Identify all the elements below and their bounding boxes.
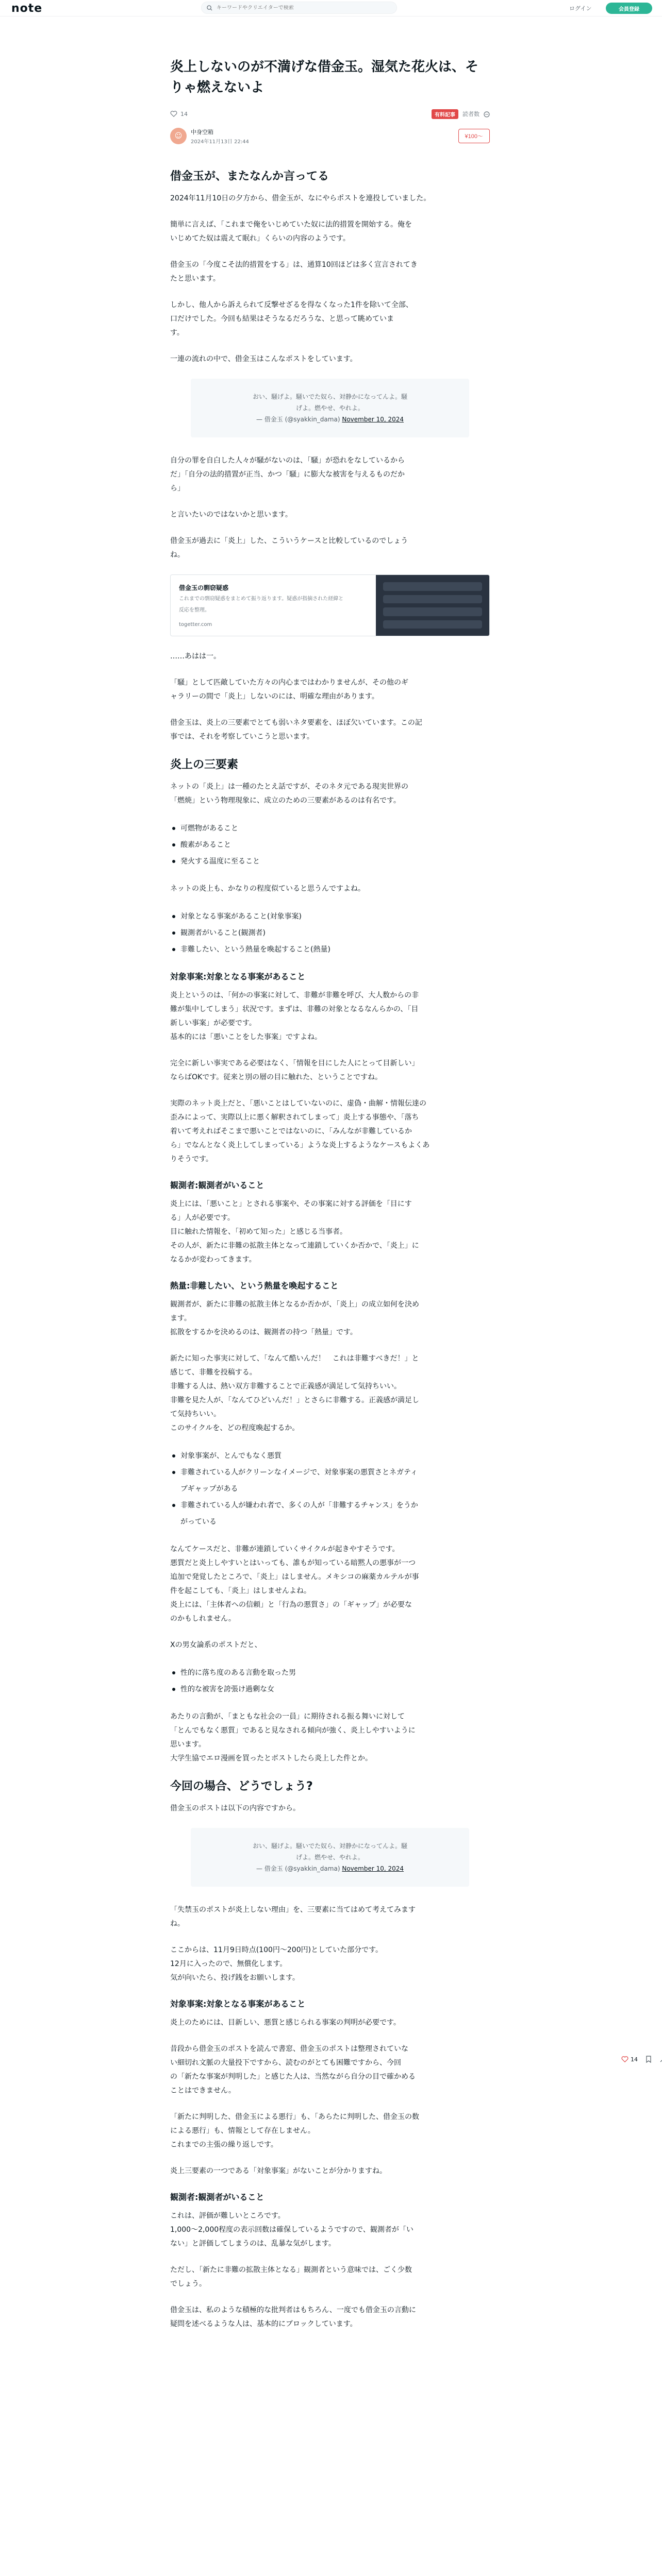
- paragraph: [170, 1057, 490, 1084]
- paragraph: [170, 2016, 490, 2030]
- paragraph: [170, 218, 490, 246]
- paragraph-line: ネットの炎上も、かなりの程度似ていると思うんですよね。: [170, 885, 365, 893]
- list-item-text: 非難されている人がクリーンなイメージで、対象事案の悪質さとネガティ: [180, 1468, 418, 1477]
- paragraph-line: ら」でなんとなく炎上してしまっている」ような炎上するようなケースもよくあ: [170, 1141, 430, 1149]
- paragraph-line: ャラリーの間で「炎上」しないのには、明確な理由があります。: [170, 692, 379, 701]
- paragraph-line: 非難を見た人が、「なんてひどいんだ！」とさらに非難する。正義感が満足し: [170, 1396, 419, 1404]
- paragraph: [170, 1943, 490, 1985]
- paragraph: [170, 1802, 490, 1816]
- list-item: 対象事案が、とんでもなく悪質: [170, 1448, 490, 1464]
- subsection-heading: 観測者:観測者がいること: [170, 1180, 264, 1190]
- bullet-list: [170, 820, 490, 870]
- bookmark-icon[interactable]: [645, 2056, 652, 2063]
- quote-text: おい、騒げよ。騒いでた奴ら、対静かになってんよ。騒: [252, 1842, 407, 1850]
- paragraph: [170, 1903, 490, 1931]
- paragraph-line: 1,000〜2,000程度の表示回数は確保しているようですので、観測者が「い: [170, 2226, 413, 2234]
- paragraph-line: 基本的には「悪いことをした事案」ですよね。: [170, 1033, 322, 1041]
- paragraph: [170, 2303, 490, 2331]
- paragraph-line: の「新たな事案が判明した」と感じた人は、当然ながら自分の目で確かめる: [170, 2073, 416, 2081]
- paragraph-line: 「とんでもなく悪質」であると見なされる傾向が強く、炎上しやすいように: [170, 1726, 416, 1735]
- paragraph-line: これは、評価が難しいところです。: [170, 2212, 285, 2220]
- paragraph-line: 新たに知った事実に対して、「なんて酷いんだ！ これは非難すべきだ！」と: [170, 1354, 419, 1363]
- bullet-list: [170, 1448, 490, 1530]
- float-like-count: 14: [631, 2056, 638, 2063]
- site-header: [0, 0, 662, 16]
- paragraph-line: でしょう。: [170, 2280, 206, 2288]
- paragraph-line: 新しい事案」が必要です。: [170, 1019, 256, 1027]
- quote-text: おい、騒げよ。騒いでた奴ら、対静かになってんよ。騒: [252, 393, 407, 400]
- note-logo[interactable]: note: [11, 2, 43, 15]
- login-link[interactable]: ログイン: [569, 5, 592, 12]
- list-item: [170, 1464, 490, 1497]
- link-card[interactable]: [170, 574, 490, 636]
- paragraph-line: 拡散をするかを決めるのは、観測者の持つ「熱量」です。: [170, 1328, 357, 1336]
- list-item: 性的な被害を誇張け過剰な女: [170, 1681, 490, 1698]
- list-item: 対象となる事案があること(対象事案): [170, 908, 490, 925]
- paragraph-line: ら」: [170, 484, 185, 493]
- paragraph: [170, 716, 490, 744]
- paragraph-line: す。: [170, 329, 184, 337]
- paragraph-line: なんてケースだと、非難が連鎖していくサイクルが起きやすそうです。: [170, 1545, 400, 1553]
- post-date: 2024年11月13日 22:44: [191, 139, 249, 145]
- paragraph-line: ただし、「新たに非難の拡散主体となる」観測者という意味では、ごく少数: [170, 2266, 412, 2274]
- paragraph-line: ます。: [170, 1314, 191, 1323]
- list-item: 可燃物があること: [170, 820, 490, 837]
- paragraph: [170, 508, 490, 522]
- quote-author: — 借金玉 (@syakkin_dama): [256, 1865, 340, 1872]
- article: [170, 57, 490, 2344]
- paragraph-line: 自分の罪を自白した人々が騒がないのは、「騒」が恐れをなしているから: [170, 456, 405, 465]
- paragraph: [170, 1638, 490, 1652]
- list-item: 酸素があること: [170, 837, 490, 853]
- embedded-post: [191, 379, 469, 437]
- paragraph-line: 疑問を述べるような人は、基本的にブロックしています。: [170, 2320, 357, 2328]
- paragraph: [170, 1543, 490, 1626]
- paragraph-line: いじめてた奴は震えて眠れ」くらいの内容のようです。: [170, 234, 350, 243]
- quote-author: — 借金玉 (@syakkin_dama): [256, 416, 340, 423]
- paragraph-line: Xの男女論系のポストだと、: [170, 1641, 262, 1649]
- paragraph: [170, 2110, 490, 2152]
- paragraph-line: しかし、他人から訴えられて反撃せざるを得なくなった1件を除いて全部、: [170, 301, 413, 309]
- paragraph-line: ここからは、11月9日時点(100円〜200円)としていた部分です。: [170, 1946, 383, 1954]
- buy-button[interactable]: ¥100〜: [458, 129, 490, 143]
- quote-source: [222, 414, 438, 425]
- list-item: 性的に落ち度のある言動を取った男: [170, 1665, 490, 1681]
- paragraph-line: 炎上三要素の一つである「対象事案」がないことが分かりますね。: [170, 2167, 387, 2175]
- paragraph: [170, 2263, 490, 2291]
- paragraph-line: あたりの言動が、「まともな社会の一員」に期待される振る舞いに対して: [170, 1713, 405, 1721]
- paragraph-line: 炎上のためには、目新しい、悪質と感じられる事案の判明が必要です。: [170, 2019, 401, 2027]
- paragraph: [170, 352, 490, 366]
- card-text: [171, 575, 376, 636]
- paid-badge: 有料記事: [432, 109, 458, 119]
- paragraph-line: 一連の流れの中で、借金玉はこんなポストをしています。: [170, 355, 357, 363]
- paragraph: [170, 1197, 490, 1267]
- search-icon: [207, 3, 212, 12]
- paragraph-line: 感じて、非難を投稿する。: [170, 1368, 257, 1377]
- paragraph-line: 目に触れた情報を、「初めて知った」と感じる当事者。: [170, 1228, 347, 1236]
- paragraph-line: 歪みによって、実際以上に悪く解釈されてしまって」炎上する事態や、「落ち: [170, 1113, 419, 1122]
- reader-label: 読者数: [462, 111, 479, 117]
- share-icon[interactable]: [659, 2056, 662, 2063]
- paragraph: [170, 1352, 490, 1435]
- paragraph-line: 口だけでした。今回も結果はそうなるだろうな、と思って眺めていま: [170, 315, 394, 323]
- search-input[interactable]: [217, 5, 382, 11]
- card-desc: これまでの剽窃疑惑をまとめて振り返ります。疑惑が指摘された経緯と: [179, 596, 344, 602]
- paragraph-line: 「失禁玉のポストが炎上しない理由」を、三要素に当てはめて考えてみます: [170, 1906, 416, 1914]
- section-heading: 借金玉が、またなんか言ってる: [170, 170, 329, 183]
- section-heading: 今回の場合、どうでしょう?: [170, 1780, 313, 1793]
- thumbnail-bubble: [383, 582, 482, 591]
- paragraph: [170, 650, 490, 664]
- paragraph-line: 着いて考えればそこまで悪いことではないのに、「みんなが非難しているか: [170, 1127, 412, 1136]
- paragraph-line: 追加で発覚したところで、「炎上」はしません。メキシコの麻薬カルテルが事: [170, 1573, 419, 1581]
- paragraph-line: 件を起こしても、「炎上」はしませんよね。: [170, 1587, 311, 1595]
- paragraph-line: ことはできません。: [170, 2087, 236, 2095]
- paragraph-line: 「燃焼」という物理現象に、成立のための三要素があるのは有名です。: [170, 796, 401, 805]
- paragraph-line: 炎上というのは、「何かの事案に対して、非難が非難を呼び、大人数からの非: [170, 991, 419, 999]
- bullet-list: [170, 908, 490, 958]
- paragraph-line: 借金玉は、炎上の三要素でとても弱いネタ要素を、ほぼ欠いています。この記: [170, 719, 422, 727]
- paragraph-line: 観測者が、新たに非難の拡散主体となるか否かが、「炎上」の成立如何を決め: [170, 1300, 419, 1309]
- paragraph: [170, 192, 490, 206]
- paragraph: [170, 989, 490, 1044]
- heart-icon[interactable]: [170, 110, 177, 117]
- paragraph-line: 思います。: [170, 1740, 206, 1749]
- author-row: [170, 125, 490, 147]
- paragraph-line: 大学生協でエロ漫画を買ったとボストしたら炎上した件とか。: [170, 1754, 372, 1762]
- paragraph-line: 12月に入ったので、無償化します。: [170, 1960, 287, 1968]
- paragraph-line: る」人が必要です。: [170, 1214, 235, 1222]
- paragraph: [170, 298, 490, 340]
- card-desc: 反応を整理。: [179, 607, 210, 613]
- paragraph: [170, 882, 490, 896]
- quote-date-link[interactable]: November 10, 2024: [342, 416, 404, 423]
- article-title: 炎上しないのが不満げな借金玉。湿気た花火は、そりゃ燃えないよ: [170, 59, 479, 95]
- paragraph-line: ない」と評価してしまうのは、乱暴な気がします。: [170, 2240, 336, 2248]
- paragraph-line: このサイクルを、どの程度喚起するか。: [170, 1424, 300, 1432]
- paragraph-line: 難が集中してしまう」状況です。まずは、非難の対象となるなんらかの、「目: [170, 1005, 419, 1013]
- paragraph-line: 悪質だと炎上しやすいとはいっても、誰もが知っている暗黙人の悪事が一つ: [170, 1559, 416, 1567]
- article-meta: [170, 108, 490, 120]
- paragraph-line: と言いたいのではないかと思います。: [170, 511, 292, 519]
- author-meta: [191, 128, 249, 145]
- paragraph-line: 簡単に言えば、「これまで俺をいじめていた奴に法的措置を開始する。俺を: [170, 221, 412, 229]
- paragraph-line: ネットの「炎上」は一種のたとえ話ですが、そのネタ元である現実世界の: [170, 783, 408, 791]
- paragraph-line: その人が、新たに非難の拡散主体となって連鎖していくか否かで、「炎上」に: [170, 1242, 419, 1250]
- list-item-text: 非難されている人が嫌われ者で、多くの人が「非難するチャンス」をうか: [180, 1501, 418, 1510]
- card-title: 借金玉の剽窃疑惑: [179, 584, 229, 591]
- paragraph-line: て気持ちいい。: [170, 1410, 221, 1418]
- quote-text: げよ。燃やせ、やれよ。: [296, 404, 364, 412]
- paragraph: [170, 1097, 490, 1166]
- paragraph-line: 実際のネット炎上だと、「悪いことはしていないのに、虚偽・曲解・情報伝達の: [170, 1099, 426, 1108]
- paragraph-line: 借金玉のポストは以下の内容ですから。: [170, 1804, 300, 1812]
- paragraph-line: 事では、それを考察していこうと思います。: [170, 733, 314, 741]
- paragraph: [170, 1298, 490, 1340]
- paragraph-line: 借金玉の「今度こそ法的措置をする」は、通算10回ほどは多く宣言されてき: [170, 261, 418, 269]
- paragraph: [170, 534, 490, 562]
- author-name[interactable]: 中身空箱: [191, 128, 213, 135]
- floating-action-bar: [621, 2056, 662, 2063]
- paragraph-line: による悪行」も、情報として存在しません。: [170, 2127, 315, 2135]
- like-area[interactable]: [170, 110, 188, 117]
- thumbnail-bubble: [383, 607, 482, 616]
- subsection-heading: 観測者:観測者がいること: [170, 2192, 264, 2202]
- paragraph-line: 「新たに判明した、借金玉による悪行」も、「あらたに判明した、借金玉の数: [170, 2113, 419, 2121]
- paragraph: [170, 676, 490, 704]
- avatar[interactable]: ☺: [170, 128, 187, 144]
- paragraph-line: 「騒」として匹敵していた方々の内心まではわかりませんが、その他のギ: [170, 679, 408, 687]
- paragraph: [170, 454, 490, 496]
- paragraph-line: 昔段から借金玉のポストを読んで書窓、借金玉のポストは整理されていな: [170, 2045, 408, 2053]
- paragraph-line: これまでの主張の繰り返しです。: [170, 2141, 278, 2149]
- subsection-heading: 対象事案:対象となる事案があること: [170, 1999, 306, 2009]
- list-item-text: ブギャップがある: [180, 1485, 238, 1493]
- paragraph-line: 完全に新しい事実である必要はなく、「情報を目にした人にとって目新しい」: [170, 1059, 419, 1067]
- section-heading: 炎上の三要素: [170, 758, 239, 771]
- embedded-post: [191, 1828, 469, 1887]
- paragraph-line: 借金玉は、私のような積極的な批判者はもちろん、一度でも借金玉の言動に: [170, 2306, 416, 2314]
- like-count: 14: [180, 110, 188, 117]
- quote-source: [222, 1863, 438, 1874]
- thumbnail-bubble: [383, 620, 482, 629]
- paragraph-line: 炎上には、「悪いこと」とされる事案や、その事案に対する評価を「目にす: [170, 1200, 412, 1208]
- paragraph: [170, 258, 490, 286]
- subsection-heading: 対象事案:対象となる事案があること: [170, 972, 306, 981]
- paragraph-line: 気が向いたら、投げ銭をお願いします。: [170, 1974, 300, 1982]
- paragraph-line: 炎上には、「主体者への信頼」と「行為の悪質さ」の「ギャップ」が必要な: [170, 1601, 412, 1609]
- list-item: 発火する温度に至ること: [170, 853, 490, 870]
- card-domain: togetter.com: [179, 622, 212, 628]
- article-body: [170, 168, 490, 2331]
- paragraph-line: のかもしれません。: [170, 1615, 236, 1623]
- quote-date-link[interactable]: November 10, 2024: [342, 1865, 404, 1872]
- search-bar[interactable]: [201, 2, 397, 14]
- bullet-list: [170, 1665, 490, 1698]
- heart-icon[interactable]: [621, 2056, 628, 2063]
- paragraph-line: い細切れ文脈の大量投下ですから、読むのがとても困難ですから、今回: [170, 2059, 401, 2067]
- paragraph-line: だ」「自分の法的措置が正当、かつ「騒」に膨大な被害を与えるものだか: [170, 470, 405, 479]
- thumbnail-bubble: [383, 595, 482, 604]
- paragraph-line: ならばOKです。従来と別の層の目に触れた、ということですね。: [170, 1073, 383, 1081]
- paragraph-line: ね。: [170, 1920, 185, 1928]
- paragraph: [170, 2042, 490, 2098]
- signup-button[interactable]: 会員登録: [606, 3, 652, 14]
- more-icon[interactable]: [484, 111, 490, 117]
- paragraph-line: ね。: [170, 551, 185, 559]
- paragraph: [170, 1710, 490, 1766]
- paragraph-line: 非難する人は、熱い双方非難することで正義感が満足して気持ちいい。: [170, 1382, 401, 1391]
- paragraph-line: なるかが変わってきます。: [170, 1256, 256, 1264]
- card-thumbnail: [376, 575, 489, 636]
- author-info[interactable]: [170, 128, 249, 145]
- list-item: 観測者がいること(観測者): [170, 925, 490, 941]
- paragraph-line: 借金玉が過去に「炎上」した、こういうケースと比較しているのでしょう: [170, 537, 408, 545]
- paragraph: [170, 2209, 490, 2251]
- list-item: [170, 1497, 490, 1530]
- meta-right: [432, 109, 490, 119]
- subsection-heading: 熱量:非難したい、という熱量を喚起すること: [170, 1281, 339, 1291]
- paragraph-line: りそうです。: [170, 1155, 213, 1163]
- paragraph: [170, 780, 490, 808]
- float-like[interactable]: [621, 2056, 638, 2063]
- paragraph-line: 2024年11月10日の夕方から、借金玉が、なにやらポストを連投していました。: [170, 194, 431, 202]
- list-item-text: がっている: [180, 1518, 217, 1526]
- paragraph-line: たと思います。: [170, 275, 220, 283]
- list-item: 非難したい、という熱量を喚起すること(熱量): [170, 941, 490, 958]
- paragraph: [170, 2164, 490, 2178]
- quote-text: げよ。燃やせ、やれよ。: [296, 1854, 364, 1861]
- paragraph-line: ……あはは一。: [170, 652, 221, 660]
